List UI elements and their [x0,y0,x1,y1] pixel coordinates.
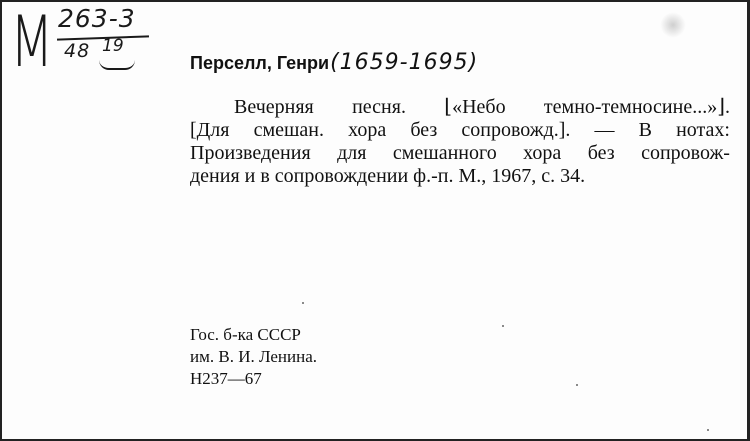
shelfmark-subnumber-superscript: 19 [102,36,124,56]
shelfmark-letter: М [10,1,54,83]
heading [190,50,478,75]
library-stamp [190,324,317,390]
speck [302,302,304,304]
description-line-2: [Для смешан. хора без сопровожд.]. — В нотах: [190,119,730,141]
author-dates: (1659-1695) [330,50,479,75]
shelfmark-underline [99,60,135,70]
description-line-3: Произведения для смешанного хора без сопровож- [190,142,730,164]
speck [576,384,578,386]
shelfmark-number: 263-3 [58,4,136,33]
speck [707,429,709,431]
description-line-4: дения и в сопровождении ф.-п. М., 1967, с. 34. [190,165,586,187]
ink-smudge [658,10,688,40]
description-line-1: Вечерняя песня. ⌊«Небо темно-темносине...»⌋. [234,96,730,118]
author-name: Перселл, Генри [190,53,330,73]
library-dedication: им. В. И. Ленина. [190,347,318,366]
description [190,96,730,188]
shelfmark-subnumber: 48 [64,40,91,62]
card-code: Н237—67 [190,369,262,388]
library-name: Гос. б-ка СССР [190,325,301,344]
speck [502,325,504,327]
